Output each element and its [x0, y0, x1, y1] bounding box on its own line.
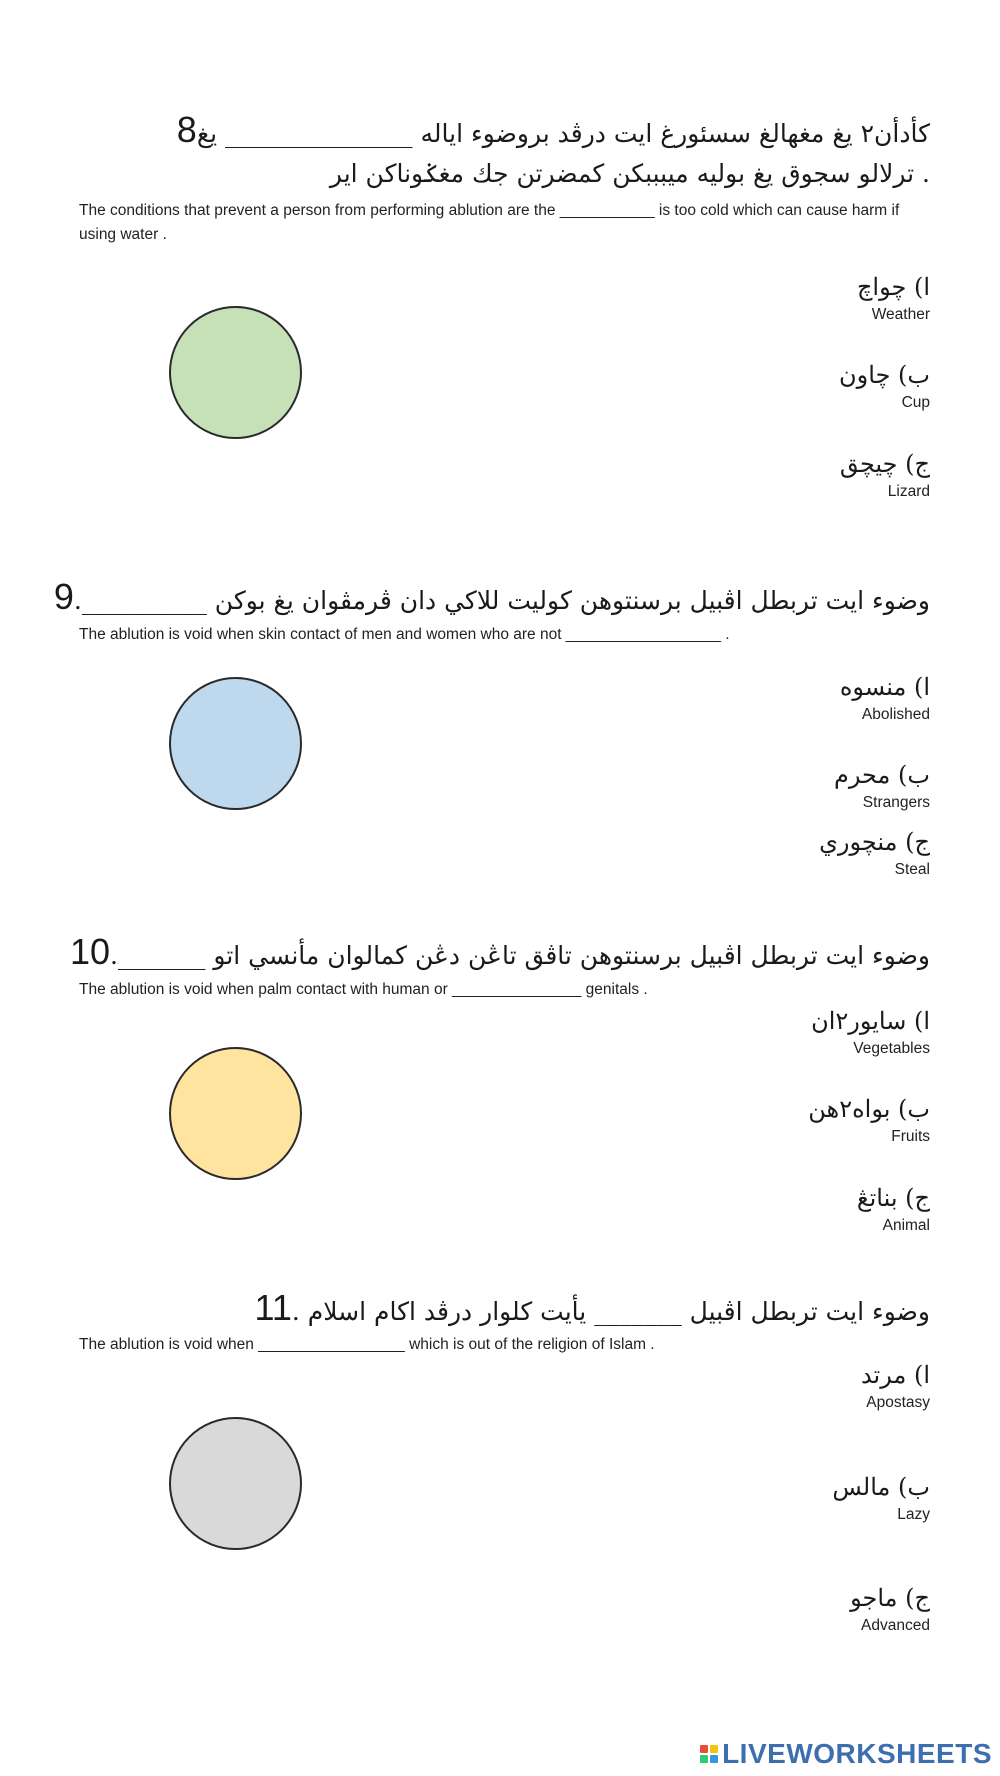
question-11-english: The ablution is void when _________________ which is out of the religion of Islam .: [79, 1336, 655, 1353]
question-8-jawi-line2: ترلالو سجوق يغ بوليه ميبببكن كمضرتن جك مغݢوناكن اير .: [329, 159, 930, 188]
answer-drop-circle[interactable]: [169, 306, 302, 439]
liveworksheets-logo[interactable]: [700, 1738, 992, 1770]
option-jawi: ب) بواه٢هن: [808, 1095, 930, 1123]
option-jawi: ا) چواچ: [856, 273, 930, 301]
option-english: Vegetables: [853, 1040, 930, 1057]
answer-drop-circle[interactable]: [169, 677, 302, 810]
option-jawi: ج) منچوري: [819, 828, 930, 856]
option-english: Weather: [871, 306, 930, 323]
option-a[interactable]: [857, 270, 930, 326]
option-english: Lazy: [897, 1506, 930, 1523]
option-jawi: ب) چاون: [839, 361, 930, 389]
answer-drop-circle[interactable]: [169, 1047, 302, 1180]
option-a[interactable]: [811, 1004, 930, 1060]
question-9-english: The ablution is void when skin contact of men and women who are not __________________ .: [79, 626, 730, 643]
option-english: Lizard: [887, 483, 930, 500]
option-jawi: ب) مالس: [832, 1473, 930, 1501]
logo-icon: [700, 1745, 718, 1763]
answer-drop-circle[interactable]: [169, 1417, 302, 1550]
logo-square: [710, 1745, 718, 1753]
option-jawi: ا) سايور٢ان: [811, 1007, 930, 1035]
option-jawi: ا) مرتد: [860, 1361, 930, 1389]
option-c[interactable]: [850, 1581, 930, 1637]
option-english: Strangers: [862, 794, 930, 811]
logo-square: [710, 1755, 718, 1763]
question-10-jawi-line1: وضوء ايت تربطل اڤبيل برسنتوهن تاڤق تاڠن دڠن كمالوان مأنسي اتو _______.10: [69, 931, 930, 972]
option-b[interactable]: [839, 358, 930, 414]
option-jawi: ج) چيچق: [839, 450, 930, 478]
question-10-english: The ablution is void when palm contact with human or _______________ genitals .: [79, 981, 648, 998]
option-b[interactable]: [834, 758, 930, 814]
question-11-jawi-line1: وضوء ايت تربطل اڤبيل _______ يأيت كلوار درڤد اكام اسلام .11: [254, 1287, 930, 1328]
question-8-jawi-line1: كأدأن٢ يغ مغهالغ سسئورغ ايت درڤد بروضوء اياله _______________ يغ8: [176, 109, 930, 150]
option-english: Cup: [901, 394, 930, 411]
logo-square: [700, 1755, 708, 1763]
logo-text: LIVEWORKSHEETS: [722, 1738, 992, 1769]
option-b[interactable]: [808, 1092, 930, 1148]
option-a[interactable]: [840, 670, 930, 726]
logo-square: [700, 1745, 708, 1753]
option-english: Advanced: [861, 1617, 930, 1634]
option-jawi: ج) ماجو: [850, 1584, 930, 1612]
question-9-jawi-line1: وضوء ايت تربطل اڤبيل برسنتوهن كوليت للاكي دان ڤرمڤوان يغ بوكن __________.9: [53, 576, 930, 617]
option-english: Fruits: [891, 1128, 930, 1145]
option-c[interactable]: [857, 1181, 930, 1237]
option-jawi: ج) بناتڠ: [856, 1184, 930, 1212]
option-jawi: ب) محرم: [833, 761, 930, 789]
option-english: Apostasy: [866, 1394, 930, 1411]
option-english: Animal: [882, 1217, 930, 1234]
option-c[interactable]: [819, 825, 930, 881]
option-jawi: ا) منسوه: [839, 673, 930, 701]
question-8-english: The conditions that prevent a person from performing ablution are the ___________ is too cold which can cause harm if using water .: [79, 202, 900, 243]
option-a[interactable]: [861, 1358, 930, 1414]
option-c[interactable]: [840, 447, 930, 503]
option-english: Steal: [894, 861, 930, 878]
option-b[interactable]: [832, 1470, 930, 1526]
option-english: Abolished: [861, 706, 930, 723]
